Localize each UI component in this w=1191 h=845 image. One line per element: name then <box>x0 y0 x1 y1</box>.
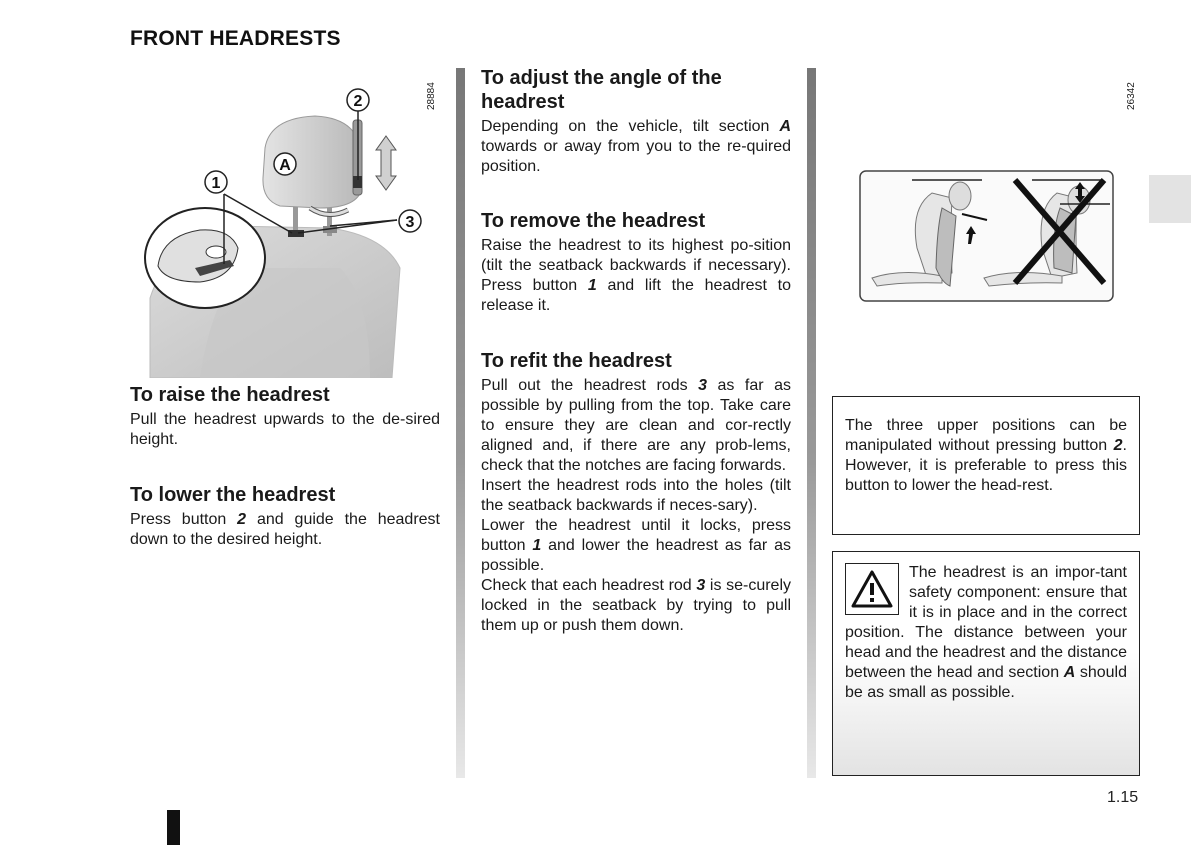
refit-text-4: Check that each headrest rod 3 is se-curely locked in the seatback by trying to pull them up or push them down. <box>481 577 791 634</box>
svg-text:3: 3 <box>405 214 415 231</box>
angle-heading: To adjust the angle of the headrest <box>481 67 722 113</box>
crop-mark <box>167 810 180 845</box>
refit-heading: To refit the headrest <box>481 350 672 372</box>
callout-2 <box>347 89 369 111</box>
figure-code: 26342 <box>1126 82 1137 110</box>
callout-3 <box>399 210 421 232</box>
angle-text: Depending on the vehicle, tilt section A towards or away from you to the re-quired position. <box>481 118 791 175</box>
svg-text:2: 2 <box>353 93 363 110</box>
head-position-illustration <box>832 68 1140 318</box>
raise-section <box>130 383 440 450</box>
angle-section <box>481 66 791 177</box>
page-title: FRONT HEADRESTS <box>130 27 341 50</box>
remove-heading: To remove the headrest <box>481 210 706 232</box>
callout-1 <box>205 171 227 193</box>
warning-box <box>832 551 1140 776</box>
remove-section <box>481 209 791 316</box>
lower-heading: To lower the headrest <box>130 484 336 506</box>
page-tab-marker <box>1149 175 1191 223</box>
raise-text: Pull the headrest upwards to the de-sired height. <box>130 411 440 448</box>
lower-text: Press button 2 and guide the headrest down to the desired height. <box>130 511 440 548</box>
lower-section <box>130 483 440 550</box>
column-separator <box>456 68 465 778</box>
remove-text: Raise the headrest to its highest po-sition (tilt the seatback backwards if necessary). Press button 1 and lift the headrest to release it. <box>481 237 791 314</box>
headrest-illustration <box>130 68 440 378</box>
raise-heading: To raise the headrest <box>130 384 330 406</box>
note-box <box>832 396 1140 535</box>
figure-code: 28884 <box>426 82 437 110</box>
warning-triangle-icon <box>845 563 899 615</box>
warning-text: The headrest is an impor-tant safety component: ensure that it is in place and in the correct position. The distance between your head and the headrest and the distance between the head and section A should be as small as possible. <box>845 564 1127 701</box>
column-separator <box>807 68 816 778</box>
svg-text:A: A <box>279 157 291 174</box>
callout-A <box>274 153 296 175</box>
refit-text-2: Insert the headrest rods into the holes (tilt the seatback backwards if neces-sary). <box>481 477 791 514</box>
refit-text-1: Pull out the headrest rods 3 as far as possible by pulling from the top. Take care to ensure they are clean and cor-rectly aligned and, if there are any prob-lems, check that the notches are facing forwards. <box>481 377 791 474</box>
refit-text-3: Lower the headrest until it locks, press button 1 and lower the headrest as far as possible. <box>481 517 791 574</box>
refit-section <box>481 349 791 636</box>
svg-text:1: 1 <box>211 175 221 192</box>
page-number: 1.15 <box>1107 789 1139 806</box>
note-text: The three upper positions can be manipulated without pressing button 2. However, it is preferable to press this button to lower the head-rest. <box>845 417 1127 494</box>
